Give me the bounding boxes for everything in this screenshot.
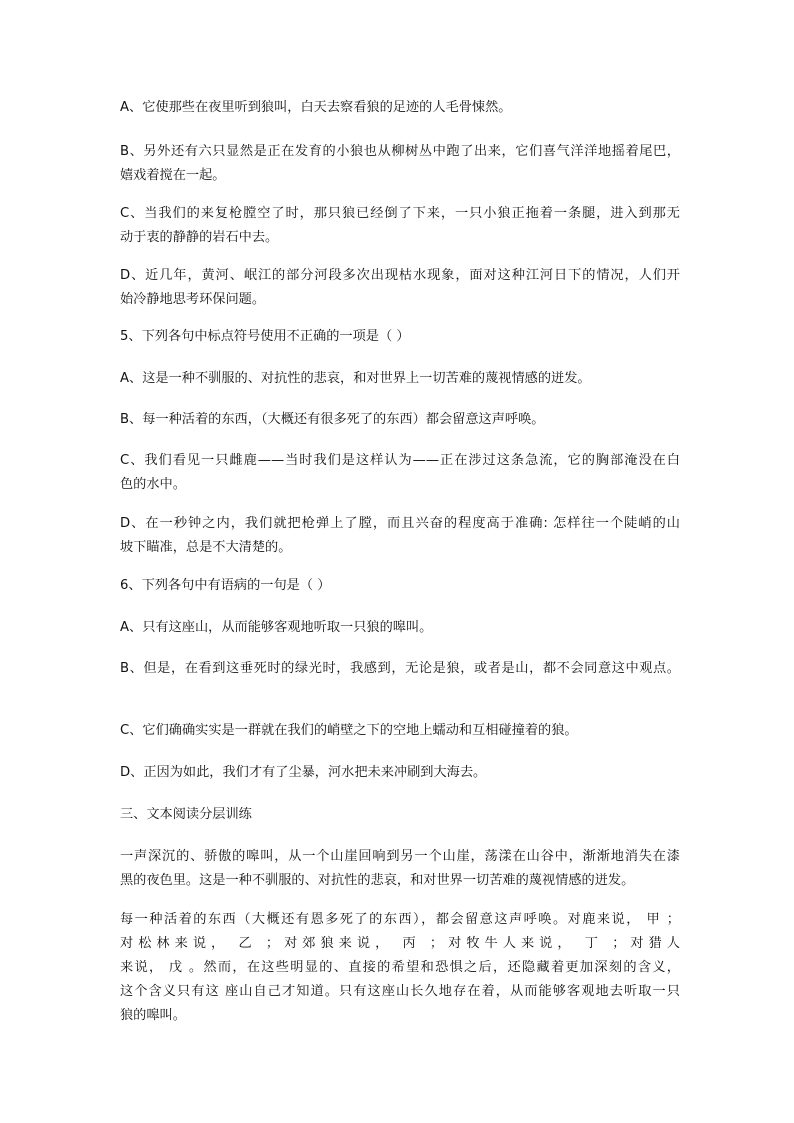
option-c-paragraph [120, 202, 680, 250]
text-line: D、正因为如此，我们才有了尘暴，河水把未来冲刷到大海去。 [120, 765, 487, 780]
text-line: C、它们确确实实是一群就在我们的峭壁之下的空地上蠕动和互相碰撞着的狼。 [120, 723, 578, 738]
text-line: 6、下列各句中有语病的一句是（ ） [120, 578, 331, 593]
text-line: 黑的夜色里。这是一种不驯服的、对抗性的悲哀，和对世界一切苦难的蔑视情感的迸发。 [120, 873, 635, 888]
question-5-option-d [120, 512, 680, 560]
text-line: 一声深沉的、骄傲的嗥叫，从一个山崖回响到另一个山崖，荡漾在山谷中，渐渐地消失在漆 [120, 849, 680, 864]
question-6-option-d [120, 761, 680, 785]
option-d-paragraph [120, 264, 680, 312]
text-line: 来说， 戊 。然而，在这些明显的、直接的希望和恐惧之后，还隐藏着更加深刻的含义， [120, 960, 680, 975]
text-line: 动于衷的静静的岩石中去。 [120, 230, 279, 245]
text-line: 三、文本阅读分层训练 [120, 807, 252, 822]
text-line: A、它使那些在夜里听到狼叫，白天去察看狼的足迹的人毛骨悚然。 [120, 100, 512, 115]
text-line: 色的水中。 [120, 477, 186, 492]
text-line: D、在一秒钟之内，我们就把枪弹上了膛，而且兴奋的程度高于准确: 怎样往一个陡峭的山 [120, 516, 680, 531]
text-line: 5、下列各句中标点符号使用不正确的一项是（ ） [120, 329, 410, 344]
option-b-paragraph [120, 140, 680, 188]
option-a-paragraph [120, 96, 680, 120]
question-6-option-a [120, 616, 680, 640]
text-line: A、只有这座山，从而能够客观地听取一只狼的嗥叫。 [120, 620, 433, 635]
text-line: A、这是一种不驯服的、对抗性的悲哀，和对世界上一切苦难的蔑视情感的迸发。 [120, 371, 591, 386]
question-6-option-c [120, 719, 680, 743]
text-line: C、我们看见一只雌鹿——当时我们是这样认为——正在涉过这条急流，它的胸部淹没在白 [120, 453, 680, 468]
text-line: 这个含义只有这 座山自己才知道。只有这座山长久地存在着，从而能够客观地去听取一只 [120, 984, 680, 999]
question-6-heading [120, 574, 680, 598]
text-line: 每一种活着的东西（大概还有恩多死了的东西），都会留意这声呼唤。对鹿来说， 甲 ； [120, 912, 680, 927]
reading-passage-1 [120, 845, 680, 893]
text-line: B、每一种活着的东西，（大概还有很多死了的东西）都会留意这声呼唤。 [120, 412, 545, 427]
question-5-option-a [120, 367, 680, 391]
text-line: 嬉戏着搅在一起。 [120, 168, 226, 183]
reading-passage-2 [120, 908, 680, 1028]
question-5-heading [120, 325, 680, 349]
text-line: 始冷静地思考环保问题。 [120, 292, 266, 307]
text-line: B、但是，在看到这垂死时的绿光时，我感到，无论是狼，或者是山，都不会同意这中观点。 [120, 661, 680, 676]
text-line: 对松林来说， 乙 ；对郊狼来说， 丙 ；对牧牛人来说， 丁 ；对猎人 [120, 936, 680, 951]
question-5-option-b [120, 408, 680, 432]
section-3-heading [120, 803, 680, 827]
text-line: 狼的嗥叫。 [120, 1008, 186, 1023]
text-line: C、当我们的来复枪膛空了时，那只狼已经倒了下来，一只小狼正拖着一条腿，进入到那无 [120, 206, 680, 221]
question-5-option-c [120, 449, 680, 497]
text-line: D、近几年，黄河、岷江的部分河段多次出现枯水现象，面对这种江河日下的情况，人们开 [120, 268, 680, 283]
question-6-option-b [120, 657, 680, 681]
text-line: 坡下瞄准，总是不大清楚的。 [120, 540, 292, 555]
text-line: B、另外还有六只显然是正在发育的小狼也从柳树丛中跑了出来，它们喜气洋洋地摇着尾巴， [120, 144, 680, 159]
